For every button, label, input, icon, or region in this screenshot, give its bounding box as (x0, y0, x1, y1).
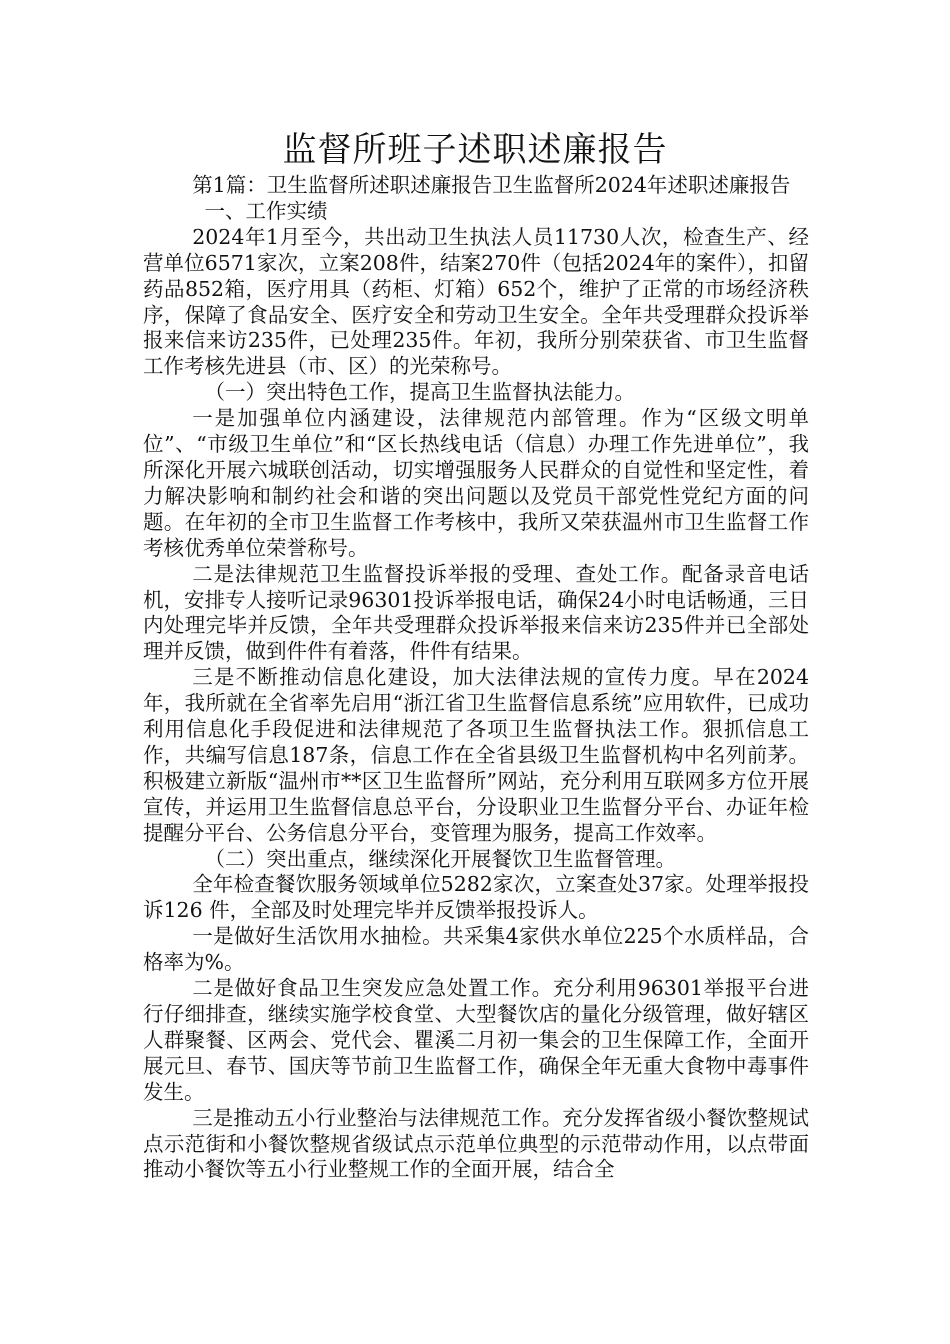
section-heading-work-results: 一、工作实绩 (204, 198, 328, 223)
paragraph-water-sampling: 一是做好生活饮用水抽检。共采集4家供水单位225个水质样品，合格率为%。 (143, 924, 809, 975)
document-body (143, 173, 809, 1183)
paragraph-industry-rectification: 三是推动五小行业整治与法律规范工作。充分发挥省级小餐饮整规试点示范街和小餐饮整规省级试点示范单位典型的示范带动作用，以点带面推动小餐饮等五小行业整规工作的全面开展，结合全 (143, 1105, 809, 1182)
paragraph-work-summary: 2024年1月至今，共出动卫生执法人员11730人次，检查生产、经营单位6571家次，立案208件，结案270件（包括2024年的案件），扣留药品852箱，医疗用具（药柜、灯箱）652个，维护了正常的市场经济秩序，保障了食品安全、医疗安全和劳动卫生安全。全年共受理群众投诉举报来信来访235件，已处理235件。年初，我所分别荣获省、市卫生监督工作考核先进县（市、区）的光荣称号。 (143, 224, 809, 379)
paragraph-informatization: 三是不断推动信息化建设，加大法律法规的宣传力度。早在2024年，我所就在全省率先启用“浙江省卫生监督信息系统”应用软件，已成功利用信息化手段促进和法律规范了各项卫生监督执法工作。狠抓信息工作，共编写信息187条，信息工作在全省县级卫生监督机构中名列前茅。积极建立新版“温州市**区卫生监督所”网站，充分利用互联网多方位开展宣传，并运用卫生监督信息总平台，分设职业卫生监督分平台、办证年检提醒分平台、公务信息分平台，变管理为服务，提高工作效率。 (143, 665, 809, 845)
paragraph-catering-inspection: 全年检查餐饮服务领域单位5282家次，立案查处37家。处理举报投诉126 件，全部及时处理完毕并反馈举报投诉人。 (143, 872, 809, 923)
subsection-heading-1: （一）突出特色工作，提高卫生监督执法能力。 (204, 380, 635, 405)
paragraph-internal-management: 一是加强单位内涵建设，法律规范内部管理。作为“区级文明单位”、“市级卫生单位”和“区长热线电话（信息）办理工作先进单位”，我所深化开展六城联创活动，切实增强服务人民群众的自觉性和坚定性，着力解决影响和制约社会和谐的突出问题以及党员干部党性党纪方面的问题。在年初的全市卫生监督工作考核中，我所又荣获温州市卫生监督工作考核优秀单位荣誉称号。 (143, 406, 809, 560)
subsection-heading-2: （二）突出重点，继续深化开展餐饮卫生监督管理。 (204, 846, 676, 871)
paragraph-emergency-response: 二是做好食品卫生突发应急处置工作。充分利用96301举报平台进行仔细排查，继续实施学校食堂、大型餐饮店的量化分级管理，做好辖区人群聚餐、区两会、党代会、瞿溪二月初一集会的卫生保障工作，全面开展元旦、春节、国庆等节前卫生监督工作，确保全年无重大食物中毒事件发生。 (143, 976, 809, 1104)
document-title: 监督所班子述职述廉报告 (282, 130, 668, 170)
paragraph-complaint-handling: 二是法律规范卫生监督投诉举报的受理、查处工作。配备录音电话机，安排专人接听记录96301投诉举报电话，确保24小时电话畅通，三日内处理完毕并反馈，全年共受理群众投诉举报来信来访235件并已全部处理并反馈，做到件件有着落，件件有结果。 (143, 561, 809, 664)
paragraph-article-heading: 第1篇：卫生监督所述职述廉报告卫生监督所2024年述职述廉报告 (192, 173, 791, 197)
